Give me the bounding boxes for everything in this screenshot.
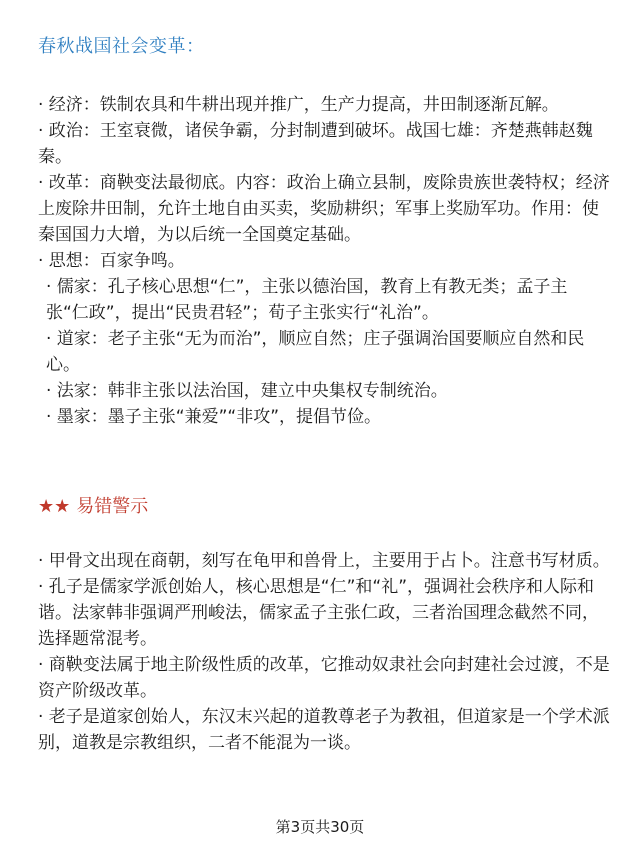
list-item-confucianism: · 儒家：孔子核心思想“仁”，主张以德治国，教育上有教无类；孟子主张“仁政”，提出“民贵君轻”；荀子主张实行“礼治”。 (46, 277, 568, 323)
page-number: 第3页共30页 (275, 818, 365, 836)
list-item-mohism: · 墨家：墨子主张“兼爱”“非攻”，提倡节俭。 (46, 407, 382, 427)
list-item-confucius: · 孔子是儒家学派创始人，核心思想是“仁”和“礼”，强调社会秩序和人际和谐。法家韩非强调严刑峻法，儒家孟子主张仁政，三者治国理念截然不同，选择题常混考。 (38, 577, 599, 649)
warning-title-text: 易错警示 (76, 496, 149, 517)
list-item-legalism: · 法家：韩非主张以法治国，建立中央集权专制统治。 (46, 381, 448, 401)
list-item-politics: · 政治：王室衰微，诸侯争霸，分封制遭到破坏。战国七雄：齐楚燕韩赵魏秦。 (38, 121, 593, 167)
list-item-shang-yang: · 商鞅变法属于地主阶级性质的改革，它推动奴隶社会向封建社会过渡，不是资产阶级改革。 (38, 655, 610, 701)
section-title-warning (38, 495, 148, 519)
warning-content-block (38, 548, 610, 756)
star-icon: ★★ (38, 496, 71, 517)
list-item-reform: · 改革：商鞅变法最彻底。内容：政治上确立县制，废除贵族世袭特权；经济上废除井田制，允许土地自由买卖，奖励耕织；军事上奖励军功。作用：使秦国国力大增，为以后统一全国奠定基础。 (38, 173, 610, 245)
list-item-laozi: · 老子是道家创始人，东汉末兴起的道教尊老子为教祖，但道家是一个学术派别，道教是宗教组织，二者不能混为一谈。 (38, 707, 610, 753)
list-item-thought: · 思想：百家争鸣。 (38, 251, 185, 271)
list-item-economy: · 经济：铁制农具和牛耕出现并推广，生产力提高，井田制逐渐瓦解。 (38, 95, 559, 115)
list-item-oracle-bone: · 甲骨文出现在商朝，刻写在龟甲和兽骨上，主要用于占卜。注意书写材质。 (38, 551, 610, 571)
list-item-taoism: · 道家：老子主张“无为而治”，顺应自然；庄子强调治国要顺应自然和民心。 (46, 329, 585, 375)
reform-content-block (38, 92, 610, 430)
section-title-social-reform: 春秋战国社会变革： (38, 36, 205, 57)
